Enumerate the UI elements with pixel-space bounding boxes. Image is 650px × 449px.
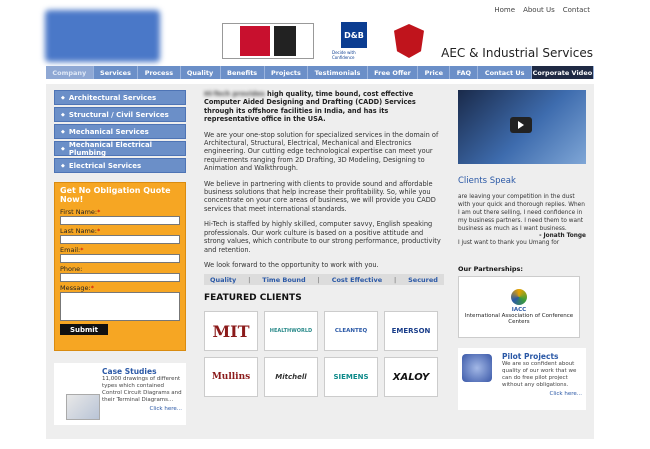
shield-cert-icon [394, 24, 424, 58]
client-logo: EMERSON [384, 311, 438, 351]
top-links [494, 6, 590, 14]
pilot-projects-title[interactable]: Pilot Projects [502, 352, 559, 361]
tab-quality[interactable]: Quality [181, 66, 221, 79]
client-logo: XALOY [384, 357, 438, 397]
last-name-label: Last Name:* [60, 227, 101, 235]
case-studies-link[interactable]: Click here... [149, 406, 182, 412]
iacc-partner[interactable] [458, 276, 580, 338]
bullet-icon: ◆ [61, 94, 65, 101]
pilot-projects-box [458, 348, 586, 410]
tab-projects[interactable]: Projects [265, 66, 309, 79]
tab-company[interactable]: Company [46, 66, 94, 79]
quality-item: Cost Effective [331, 275, 383, 284]
client-logo: HEALTHWORLD [264, 311, 318, 351]
last-name-field[interactable] [60, 235, 180, 244]
left-column [54, 90, 186, 425]
client-logos [204, 311, 444, 397]
testimonial-text: are leaving your competition in the dust with your quick and thorough replies. When I am out there selling, I need confidence in my business partners. I need them to want business as much as I want business. [458, 194, 585, 232]
service-label: Mechanical Services [68, 127, 149, 136]
bullet-icon: ◆ [61, 111, 65, 118]
case-studies-title[interactable]: Case Studies [102, 367, 157, 376]
drawing-icon [66, 394, 100, 420]
testimonial-text-2: I just want to thank you Umang for [458, 240, 560, 246]
content-area [46, 84, 594, 439]
tab-testimonials[interactable]: Testimonials [308, 66, 368, 79]
dnb-sub: Decide with Confidence [332, 50, 356, 60]
quote-form-title: Get No Obligation Quote Now! [60, 186, 171, 204]
quote-form [54, 182, 186, 351]
client-logo: SIEMENS [324, 357, 378, 397]
right-column [458, 90, 586, 410]
paragraph-4: We look forward to the opportunity to work with you. [204, 260, 379, 269]
iacc-abbr: IACC [511, 307, 527, 313]
tagline: AEC & Industrial Services [441, 46, 593, 60]
pilot-icon [462, 354, 492, 382]
dnb-cert [332, 22, 376, 60]
service-mechanical[interactable] [54, 124, 186, 139]
phone-label: Phone: [60, 265, 83, 273]
intro-paragraph: Hi-Tech provides high quality, time bound, cost effective Computer Aided Designing and Drafting (CADD) Services through its offshore facilities in India, and has its representative office in the USA. [204, 90, 416, 124]
featured-clients-title: FEATURED CLIENTS [204, 293, 302, 304]
bullet-icon: ◆ [61, 162, 65, 169]
contact-link[interactable]: Contact [562, 6, 590, 14]
client-logo: Mullins [204, 357, 258, 397]
client-logo: Mitchell [264, 357, 318, 397]
about-link[interactable]: About Us [523, 6, 555, 14]
tab-contact-us[interactable]: Contact Us [478, 66, 531, 79]
dnb-logo: D&B [341, 22, 367, 48]
testimonial-author: - Jonath Tonge [539, 233, 586, 239]
play-icon[interactable] [510, 117, 532, 133]
company-logo[interactable] [45, 10, 160, 62]
case-studies-box [54, 363, 186, 425]
submit-button[interactable]: Submit [60, 324, 108, 335]
certifications [222, 22, 424, 60]
pilot-projects-link[interactable]: Click here... [549, 391, 582, 397]
email-field[interactable] [60, 254, 180, 263]
client-logo: CLEANTEQ [324, 311, 378, 351]
service-label: Structural / Civil Services [68, 110, 169, 119]
bureau-veritas-cert [222, 23, 314, 59]
service-structural[interactable] [54, 107, 186, 122]
case-studies-text: 11,000 drawings of different types which contained Control Circuit Diagrams and their Terminal Diagrams... [102, 376, 182, 403]
quality-item: Time Bound [262, 275, 306, 284]
paragraph-2: We believe in partnering with clients to provide sound and affordable business solutions that help increase their profitability. So, while you concentrate on your core areas of business, we will provide you CADD services that meet international standards. [204, 179, 436, 213]
main-column [204, 90, 444, 397]
message-label: Message:* [60, 284, 94, 292]
home-link[interactable]: Home [494, 6, 516, 14]
service-label: Architectural Services [68, 93, 157, 102]
message-field[interactable] [60, 292, 180, 321]
tab-corporate-video[interactable]: Corporate Video [532, 66, 594, 79]
tab-price[interactable]: Price [418, 66, 450, 79]
service-mep[interactable] [54, 141, 186, 156]
phone-field[interactable] [60, 273, 180, 282]
client-logo: MIT [204, 311, 258, 351]
iacc-logo-icon [511, 289, 527, 305]
quality-item: Secured [408, 275, 438, 284]
corporate-video-player[interactable] [458, 90, 586, 164]
iacc-name: International Association of Conference Centers [464, 313, 574, 325]
bullet-icon: ◆ [61, 145, 65, 152]
email-label: Email:* [60, 246, 84, 254]
pilot-projects-text: We are so confident about quality of our work that we can do free pilot project without any obligations. [502, 361, 577, 388]
main-nav [46, 66, 594, 79]
quality-item: Quality [209, 275, 237, 284]
partnerships-title: Our Partnerships: [458, 265, 523, 273]
tab-faq[interactable]: FAQ [450, 66, 478, 79]
service-label: Mechanical Electrical Plumbing [68, 140, 153, 157]
service-label: Electrical Services [68, 161, 142, 170]
bullet-icon: ◆ [61, 128, 65, 135]
service-architectural[interactable] [54, 90, 186, 105]
first-name-field[interactable] [60, 216, 180, 225]
tab-services[interactable]: Services [94, 66, 139, 79]
paragraph-3: Hi-Tech is staffed by highly skilled, computer savvy, English speaking professionals. Our work culture is based on a positive attitude and strong values, which contribute to our strong performance, productivity and retention. [204, 220, 441, 254]
tab-free-offer[interactable]: Free Offer [368, 66, 418, 79]
tab-benefits[interactable]: Benefits [221, 66, 265, 79]
first-name-label: First Name:* [60, 208, 101, 216]
tab-process[interactable]: Process [138, 66, 180, 79]
service-electrical[interactable] [54, 158, 186, 173]
paragraph-1: We are your one-stop solution for specialized services in the domain of Architectural, Structural, Electrical, Mechanical and Electronics engineering. Our cutting edge technological expertise can meet your requirements ranging from 2D Drafting, 3D Modeling, Designing to Animation and Walkthrough. [204, 130, 439, 173]
quality-bar: Quality | Time Bound | Cost Effective | Secured [204, 274, 444, 285]
clients-speak-title: Clients Speak [458, 176, 516, 186]
